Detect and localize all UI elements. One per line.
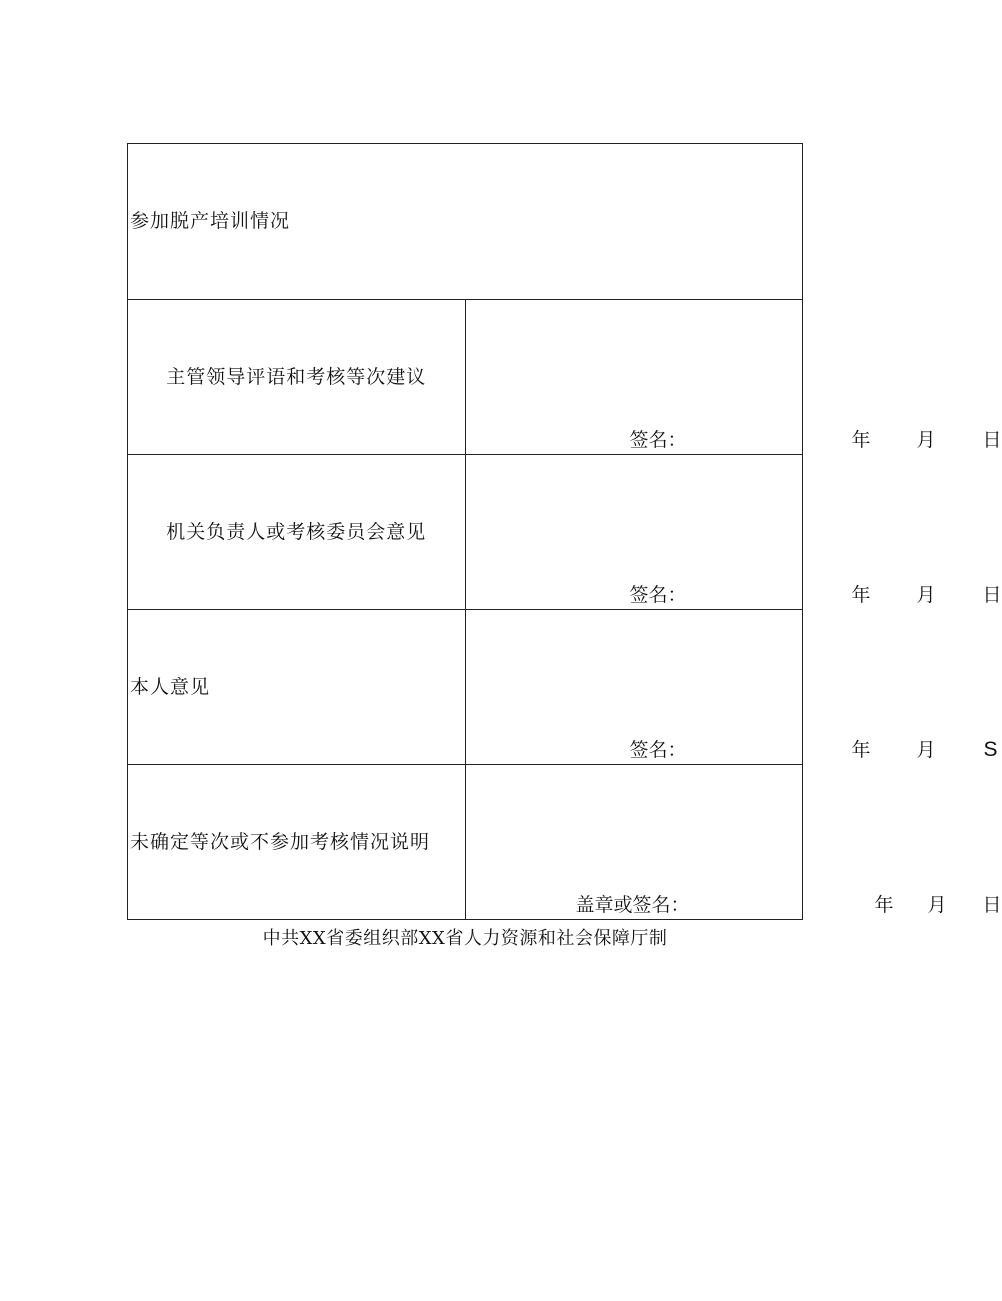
row-training	[128, 144, 803, 300]
year-label: 年	[851, 429, 871, 451]
seal-or-signature-label: 盖章或签名：	[575, 894, 690, 916]
day-label: S	[983, 738, 998, 761]
committee-opinion-label: 机关负责人或考核委员会意见	[128, 455, 466, 610]
leader-signature-line	[466, 426, 1002, 454]
day-label: 日	[982, 894, 1002, 916]
month-label: 月	[916, 739, 936, 761]
appraisal-form-table	[127, 143, 1002, 920]
month-label: 月	[927, 894, 947, 916]
row-leader-comment	[128, 300, 803, 455]
committee-signature-line	[466, 581, 1002, 609]
year-label: 年	[874, 894, 894, 916]
self-opinion-field[interactable]	[465, 610, 998, 765]
day-label: 日	[982, 429, 1002, 451]
month-label: 月	[916, 429, 936, 451]
signature-label: 签名：	[629, 429, 687, 451]
issuer-footer: 中共XX省委组织部XX省人力资源和社会保障厅制	[262, 928, 668, 949]
signature-label: 签名：	[629, 739, 687, 761]
undetermined-explanation-field[interactable]	[465, 765, 1002, 920]
self-opinion-label: 本人意见	[128, 610, 466, 765]
leader-comment-label: 主管领导评语和考核等次建议	[128, 300, 466, 455]
year-label: 年	[851, 739, 871, 761]
self-signature-line	[466, 736, 998, 764]
training-label: 参加脱产培训情况	[128, 144, 803, 300]
row-committee-opinion	[128, 455, 803, 610]
leader-comment-field[interactable]	[465, 300, 1002, 455]
row-self-opinion	[128, 610, 803, 765]
committee-opinion-field[interactable]	[465, 455, 1002, 610]
undetermined-explanation-label: 未确定等次或不参加考核情况说明	[128, 765, 466, 920]
day-label: 日	[982, 584, 1002, 606]
row-undetermined-explanation	[128, 765, 803, 920]
month-label: 月	[916, 584, 936, 606]
signature-label: 签名：	[629, 584, 687, 606]
year-label: 年	[851, 584, 871, 606]
undetermined-signature-line	[466, 891, 1002, 919]
